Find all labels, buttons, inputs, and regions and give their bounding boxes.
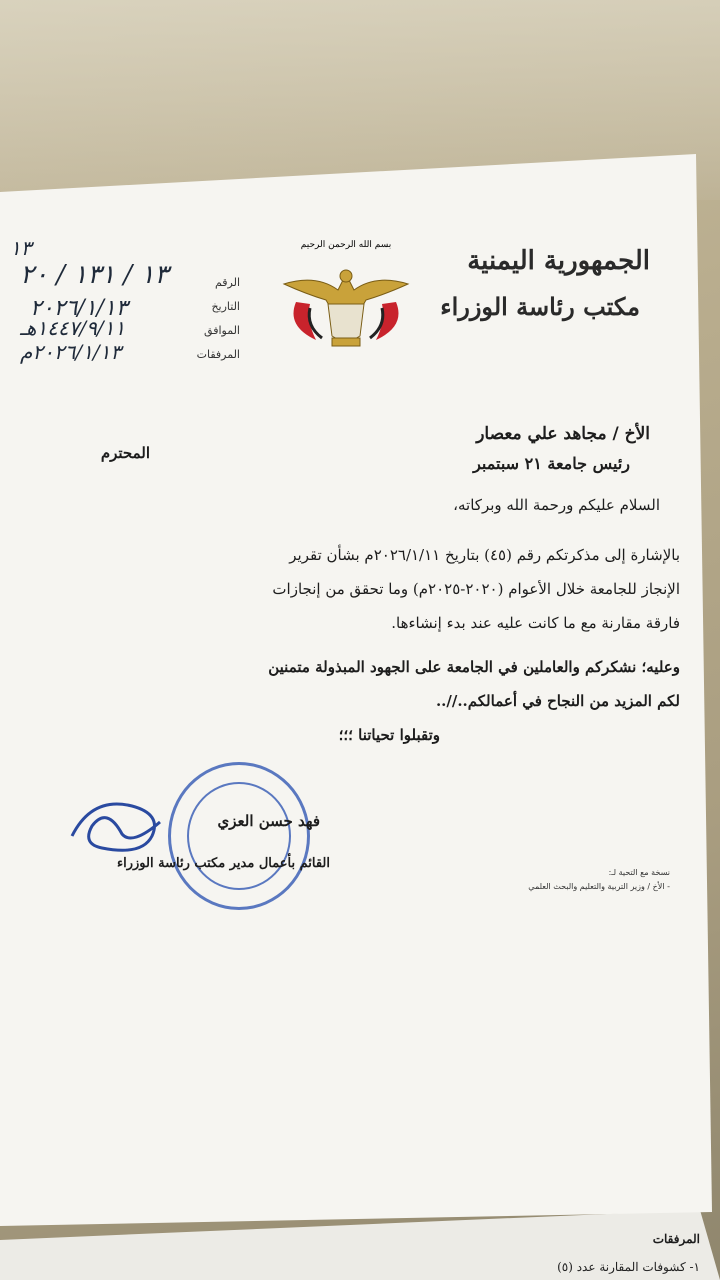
bottom-attachments-label: المرفقات: [652, 1232, 700, 1246]
signature-scribble-icon: [62, 786, 172, 866]
handwritten-number: ١٣: [10, 236, 32, 260]
stamp-inner-ring: [187, 782, 291, 890]
recipient-name: الأخ / مجاهد علي معصار: [476, 424, 650, 444]
paragraph-line-3: فارقة مقارنة مع ما كانت عليه عند بدء إنشاءها.: [391, 614, 680, 632]
paragraph-line-4: وعليه؛ نشكركم والعاملين في الجامعة على الجهود المبذولة متمنين: [268, 658, 680, 676]
official-stamp: [168, 762, 310, 910]
ref-value: ١٣ / ١٣١ / ٢٠: [20, 260, 169, 290]
recipient-title: رئيس جامعة ٢١ سبتمبر: [473, 454, 630, 473]
header-line2: مكتب رئاسة الوزراء: [440, 292, 640, 321]
emblem: [276, 240, 416, 350]
signatory-title: القائم بأعمال مدير مكتب رئاسة الوزراء: [117, 856, 330, 871]
honorific: المحترم: [100, 444, 150, 462]
basmala: بسم الله الرحمن الرحيم: [300, 240, 392, 250]
hijri-value: ١٤٤٧/٩/١١هـ: [20, 316, 126, 340]
attachments-value: ٢٠٢٦/١/١٣م: [20, 340, 122, 364]
date-label: التاريخ: [211, 300, 240, 313]
header-line1: الجمهورية اليمنية: [467, 246, 650, 276]
bottom-attachments-item: ١- كشوفات المقارنة عدد (٥): [557, 1260, 700, 1274]
paragraph-line-1: بالإشارة إلى مذكرتكم رقم (٤٥) بتاريخ ٢٠٢٦/١/١١م بشأن تقرير: [289, 546, 680, 564]
cc-item: - الأخ / وزير التربية والتعليم والبحث العلمي: [528, 882, 670, 891]
eagle-emblem-icon: [276, 254, 416, 354]
ref-label: الرقم: [214, 276, 240, 289]
attachments-label: المرفقات: [196, 348, 240, 361]
closing: وتقبلوا تحياتنا ؛؛؛: [338, 726, 440, 744]
hijri-label: الموافق: [204, 324, 240, 337]
date-value: ٢٠٢٦/١/١٣: [30, 296, 128, 321]
greeting: السلام عليكم ورحمة الله وبركاته،: [453, 496, 660, 514]
paragraph-line-5: لكم المزيد من النجاح في أعمالكم..//..: [435, 692, 680, 710]
signatory-name: فهد حسن العزي: [217, 812, 320, 830]
paragraph-line-2: الإنجاز للجامعة خلال الأعوام (٢٠٢٠-٢٠٢٥م) وما تحقق من إنجازات: [272, 580, 680, 598]
cc-heading: نسخة مع التحية لـ:: [608, 868, 670, 877]
